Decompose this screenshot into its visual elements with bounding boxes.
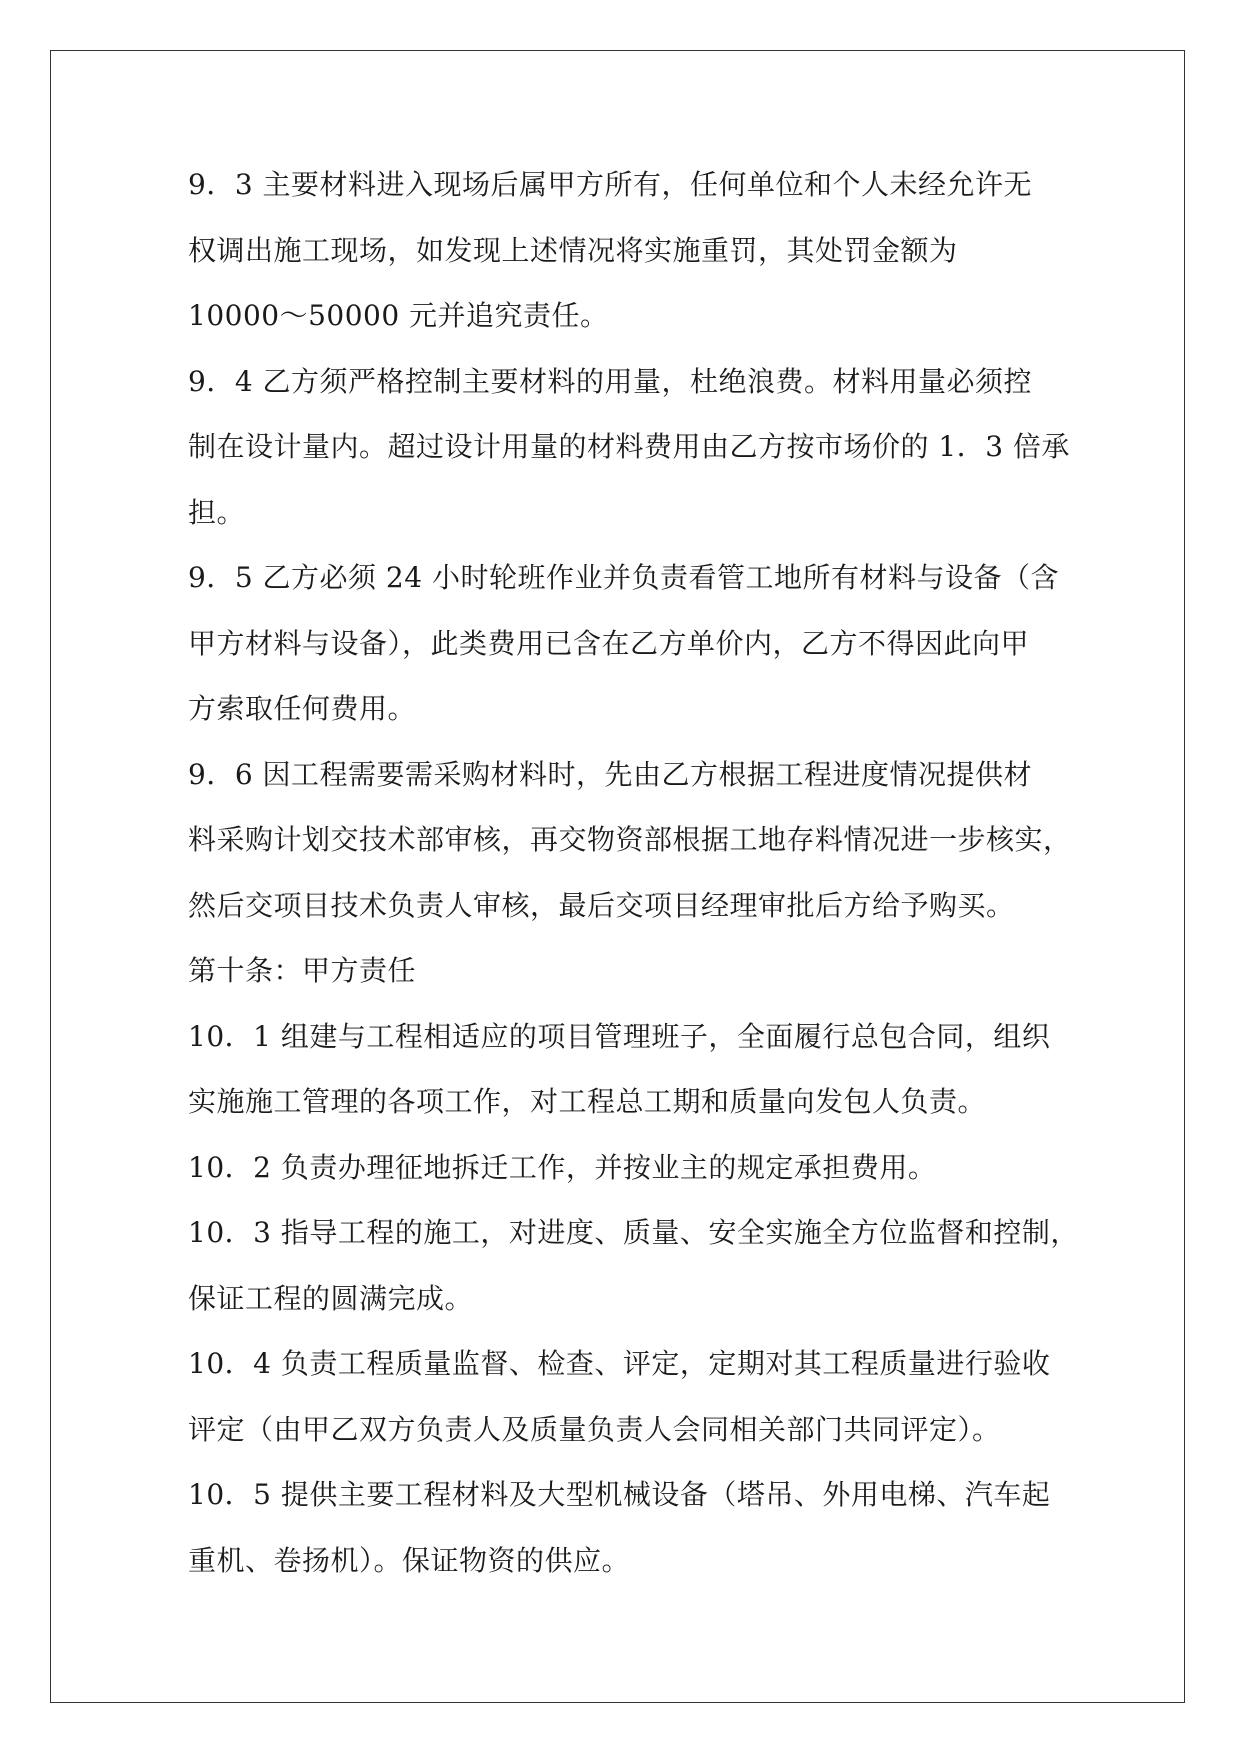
- text-line: 9．3 主要材料进入现场后属甲方所有，任何单位和个人未经允许无: [188, 168, 1033, 201]
- text-line: 10．1 组建与工程相适应的项目管理班子，全面履行总包合同，组织: [188, 1019, 1051, 1053]
- text-line: 10．2 负责办理征地拆迁工作，并按业主的规定承担费用。: [188, 1150, 937, 1184]
- text-line: 然后交项目技术负责人审核，最后交项目经理审批后方给予购买。: [188, 888, 1015, 922]
- text-line: 9．6 因工程需要需采购材料时，先由乙方根据工程进度情况提供材: [188, 757, 1033, 791]
- text-line: 甲方材料与设备），此类费用已含在乙方单价内，乙方不得因此向甲: [188, 626, 1030, 660]
- text-line: 担。: [188, 495, 246, 529]
- text-line: 方索取任何费用。: [188, 692, 417, 725]
- text-line: 权调出施工现场，如发现上述情况将实施重罚，其处罚金额为: [188, 233, 958, 267]
- text-line: 10．5 提供主要工程材料及大型机械设备（塔吊、外用电梯、汽车起: [188, 1478, 1051, 1511]
- text-line: 10．4 负责工程质量监督、检查、评定，定期对其工程质量进行验收: [188, 1347, 1051, 1380]
- document-body: [188, 152, 1079, 1593]
- text-line: 实施施工管理的各项工作，对工程总工期和质量向发包人负责。: [188, 1085, 987, 1118]
- section-heading: 第十条：甲方责任: [188, 954, 417, 987]
- text-line: 10000～50000 元并追究责任。: [188, 299, 609, 332]
- text-line: 9．5 乙方必须 24 小时轮班作业并负责看管工地所有材料与设备（含: [188, 561, 1059, 594]
- text-line: 料采购计划交技术部审核，再交物资部根据工地存料情况进一步核实，: [188, 823, 1072, 856]
- text-line: 10．3 指导工程的施工，对进度、质量、安全实施全方位监督和控制，: [188, 1216, 1079, 1249]
- text-line: 重机、卷扬机）。保证物资的供应。: [188, 1543, 631, 1577]
- text-line: 9．4 乙方须严格控制主要材料的用量，杜绝浪费。材料用量必须控: [188, 364, 1033, 398]
- text-line: 制在设计量内。超过设计用量的材料费用由乙方按市场价的 1．3 倍承: [188, 430, 1070, 463]
- text-line: 保证工程的圆满完成。: [188, 1281, 474, 1315]
- text-line: 评定（由甲乙双方负责人及质量负责人会同相关部门共同评定）。: [188, 1412, 1001, 1446]
